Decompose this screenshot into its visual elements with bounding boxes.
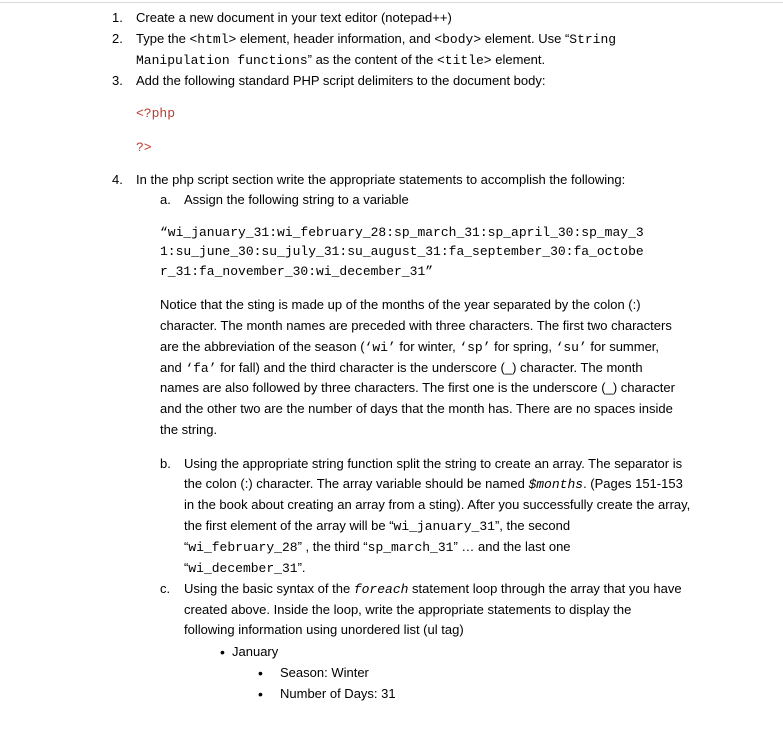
notice-line-6: and the other two are the number of days that the month has. There are no spaces inside: [160, 401, 673, 416]
php-close-tag: ?>: [136, 140, 152, 155]
item-4a-text: Assign the following string to a variable: [184, 192, 409, 207]
item-4-number: 4.: [112, 172, 123, 187]
item-3-text: Add the following standard PHP script delimiters to the document body:: [136, 73, 546, 88]
item-1-text: Create a new document in your text editor (notepad++): [136, 10, 452, 25]
item-4b-line-5: “wi_february_28” , the third “sp_march_31” … and the last one: [184, 539, 571, 555]
php-open-tag: <?php: [136, 106, 176, 121]
string-code-line-2: 1:su_june_30:su_july_31:su_august_31:fa_september_30:fa_octobe: [160, 244, 644, 259]
list-item-month: January: [232, 644, 279, 659]
item-4c-line-1: Using the basic syntax of the foreach statement loop through the array that you have: [184, 581, 682, 597]
bullet-icon: •: [258, 686, 263, 702]
item-1-number: 1.: [112, 10, 123, 25]
notice-line-5: names are also followed by three characters. The first one is the underscore (_) character: [160, 380, 675, 395]
item-4b-line-1: Using the appropriate string function split the string to create an array. The separator is: [184, 456, 683, 471]
notice-line-3: are the abbreviation of the season (‘wi’ for winter, ‘sp’ for spring, ‘su’ for summer,: [160, 339, 660, 355]
item-4b-line-3: in the book about creating an array from a sting). After you successfully create the array,: [184, 497, 691, 512]
item-4c-line-3: following information using unordered list (ul tag): [184, 622, 464, 637]
item-2-line-1: Type the <html> element, header information, and <body> element. Use “String: [136, 31, 617, 47]
notice-line-7: the string.: [160, 422, 218, 437]
string-code-line-3: r_31:fa_november_30:wi_december_31”: [160, 264, 434, 279]
string-code-line-1: “wi_january_31:wi_february_28:sp_march_31:sp_april_30:sp_may_3: [160, 225, 644, 240]
bullet-icon: •: [258, 665, 263, 681]
item-4a-label: a.: [160, 192, 171, 207]
list-item-days: Number of Days: 31: [280, 686, 396, 701]
list-item-season: Season: Winter: [280, 665, 369, 680]
item-4b-line-4: the first element of the array will be “wi_january_31”, the second: [184, 518, 571, 534]
notice-line-2: character. The month names are preceded with three characters. The first two characters: [160, 318, 672, 333]
item-3-number: 3.: [112, 73, 123, 88]
notice-line-4: and ‘fa’ for fall) and the third character is the underscore (_) character. The month: [160, 360, 643, 376]
item-2-line-2: Manipulation functions” as the content of the <title> element.: [136, 52, 546, 68]
item-4b-line-6: “wi_december_31”.: [184, 560, 306, 576]
notice-line-1: Notice that the sting is made up of the months of the year separated by the colon (:): [160, 297, 641, 312]
bullet-icon: •: [220, 644, 225, 660]
item-2-number: 2.: [112, 31, 123, 46]
item-4c-line-2: created above. Inside the loop, write the appropriate statements to display the: [184, 602, 632, 617]
item-4c-label: c.: [160, 581, 171, 596]
item-4-text: In the php script section write the appropriate statements to accomplish the following:: [136, 172, 626, 187]
item-4b-line-2: the colon (:) character. The array variable should be named $months. (Pages 151-153: [184, 476, 683, 492]
item-4b-label: b.: [160, 456, 171, 471]
